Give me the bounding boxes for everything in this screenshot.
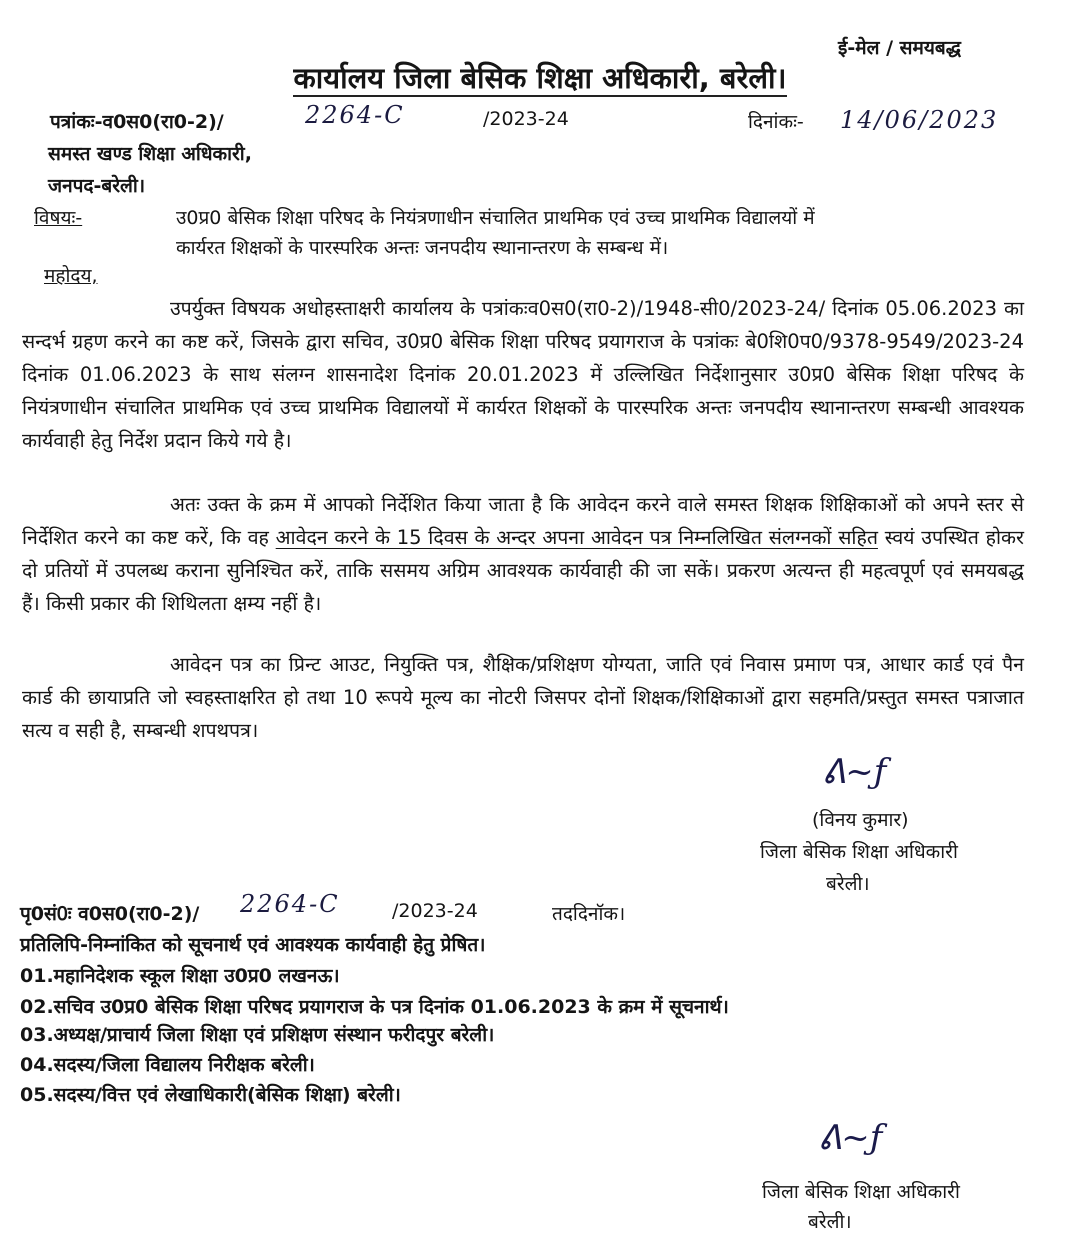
copy-item: 02.सचिव उ0प्र0 बेसिक शिक्षा परिषद प्रयागराज के पत्र दिनांक 01.06.2023 के क्रम में सूचनार्थ। xyxy=(20,996,729,1018)
copy-to-line: प्रतिलिपि-निम्नांकित को सूचनार्थ एवं आवश्यक कार्यवाही हेतु प्रेषित। xyxy=(20,934,486,956)
office-title: कार्यालय जिला बेसिक शिक्षा अधिकारी, बरेली। xyxy=(293,61,787,95)
reference-number-handwritten: 2264-C xyxy=(305,101,405,129)
addressee: समस्त खण्ड शिक्षा अधिकारी, xyxy=(48,143,252,165)
copy-item: 01.महानिदेशक स्कूल शिक्षा उ0प्र0 लखनऊ। xyxy=(20,965,340,987)
reference-year: /2023-24 xyxy=(483,108,569,130)
copy-item: 03.अध्यक्ष/प्राचार्य जिला शिक्षा एवं प्रशिक्षण संस्थान फरीदपुर बरेली। xyxy=(20,1024,495,1046)
body-paragraph-3: आवेदन पत्र का प्रिन्ट आउट, नियुक्ति पत्र, शैक्षिक/प्रशिक्षण योग्यता, जाति एवं निवास प्रमाण पत्र, आधार कार्ड एवं पैन कार्ड की छायाप्रति जो स्वहस्ताक्षरित हो तथा 10 रूपये मूल्य का नोटरी जिसपर दोनों शिक्षक/शिक्षिकाओं द्वारा सहमति/प्रस्तुत समस्त पत्राजात सत्य व सही है, सम्बन्धी शपथपत्र। xyxy=(22,653,1024,742)
subject-line-2: कार्यरत शिक्षकों के पारस्परिक अन्तः जनपदीय स्थानान्तरण के सम्बन्ध में। xyxy=(176,237,669,259)
copy-item: 04.सदस्य/जिला विद्यालय निरीक्षक बरेली। xyxy=(20,1054,315,1076)
signatory-2-place: बरेली। xyxy=(808,1211,852,1233)
body-paragraph-2: अतः उक्त के क्रम में आपको निर्देशित किया जाता है कि आवेदन करने वाले समस्त शिक्षक शिक्षिकाओं को अपने स्तर से निर्देशित करने का कष्ट करें, कि वह आवेदन करने के 15 दिवस के अन्दर अपना आवेदन पत्र निम्नलिखित संलग्नकों सहित स्वयं उपस्थित होकर दो प्रतियों में उपलब्ध कराना सुनिश्चित करें, ताकि ससमय अग्रिम आवश्यक कार्यवाही की जा सकें। प्रकरण अत्यन्त ही महत्वपूर्ण एवं समयबद्ध हैं। किसी प्रकार की शिथिलता क्षम्य नहीं है। xyxy=(22,493,1024,615)
signature-1: ᕕ~ƒ xyxy=(822,752,887,792)
endorsement-ref-prefix: पृ0सं0ः व0स0(रा0-2)/ xyxy=(20,903,200,925)
body-paragraph-1: उपर्युक्त विषयक अधोहस्ताक्षरी कार्यालय के पत्रांकःव0स0(रा0-2)/1948-सी0/2023-24/ दिनांक 05.06.2023 का सन्दर्भ ग्रहण करने का कष्ट करें, जिसके द्वारा सचिव, उ0प्र0 बेसिक शिक्षा परिषद प्रयागराज के पत्रांकः बे0शि0प0/9378-9549/2023-24 दिनांक 01.06.2023 के साथ संलग्न शासनादेश दिनांक 20.01.2023 में उल्लिखित निर्देशानुसार उ0प्र0 बेसिक शिक्षा परिषद के नियंत्रणाधीन संचालित प्राथमिक एवं उच्च प्राथमिक विद्यालयों में कार्यरत शिक्षकों के पारस्परिक अन्तः जनपदीय स्थानान्तरण सम्बन्धी आवश्यक कार्यवाही हेतु निर्देश प्रदान किये गये है। xyxy=(22,297,1024,452)
endorsement-ref-year: /2023-24 xyxy=(392,900,478,922)
date-label: दिनांकः- xyxy=(748,111,804,133)
reference-number-prefix: पत्रांकः-व0स0(रा0-2)/ xyxy=(50,111,224,133)
signatory-name: (विनय कुमार) xyxy=(812,809,909,831)
date-handwritten: 14/06/2023 xyxy=(840,106,999,134)
endorsement-ref-handwritten: 2264-C xyxy=(240,890,340,918)
signatory-designation: जिला बेसिक शिक्षा अधिकारी xyxy=(760,841,958,863)
signatory-place: बरेली। xyxy=(826,873,870,895)
dispatch-mode: ई-मेल / समयबद्ध xyxy=(838,37,961,59)
signatory-2-designation: जिला बेसिक शिक्षा अधिकारी xyxy=(762,1181,960,1203)
endorsement-date: तददिनॉक। xyxy=(552,903,626,925)
copy-item: 05.सदस्य/वित्त एवं लेखाधिकारी(बेसिक शिक्षा) बरेली। xyxy=(20,1084,401,1106)
signature-2: ᕕ~ƒ xyxy=(818,1118,883,1158)
salutation: महोदय, xyxy=(44,265,98,287)
subject-label: विषयः- xyxy=(34,207,83,229)
addressee-district: जनपद-बरेली। xyxy=(48,175,146,197)
subject-line-1: उ0प्र0 बेसिक शिक्षा परिषद के नियंत्रणाधीन संचालित प्राथमिक एवं उच्च प्राथमिक विद्यालयों में xyxy=(176,207,815,229)
deadline-underlined-text: आवेदन करने के 15 दिवस के अन्दर अपना आवेदन पत्र निम्नलिखित संलग्नकों सहित xyxy=(275,526,878,549)
